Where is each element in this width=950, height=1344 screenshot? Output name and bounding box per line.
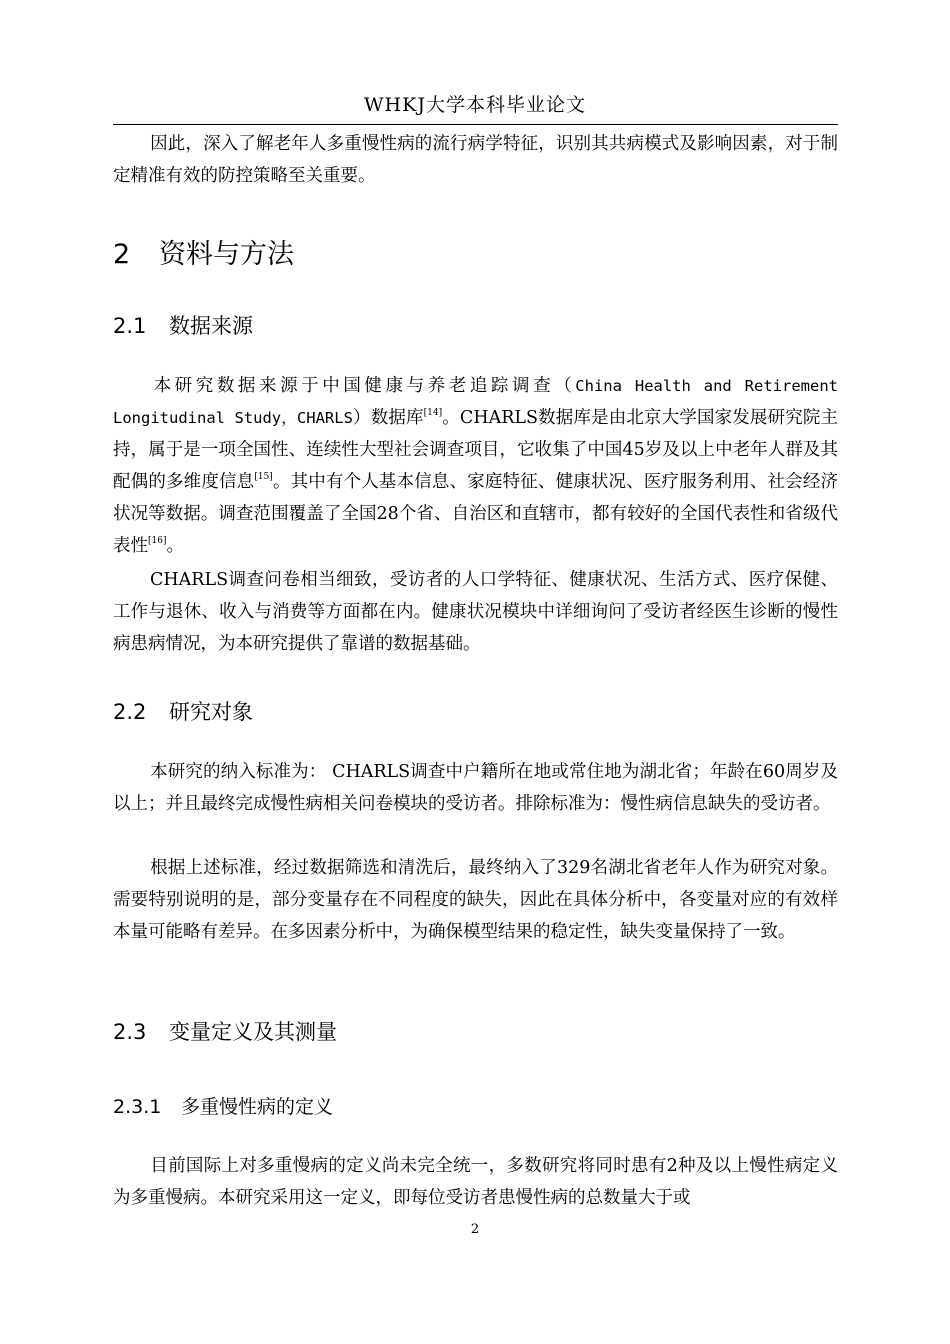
citation-ref: [14] — [423, 408, 443, 418]
subsection-title: 数据来源 — [169, 314, 253, 338]
subsubsection-heading-2-3-1 — [113, 1092, 333, 1119]
text-run: CHARLS调查问卷相当细致，受访者的人口学特征、健康状况、生活方式、医疗保健、工作与退休、收入与消费等方面都在内。健康状况模块中详细询问了受访者经医生诊断的慢性病患病情况，为本研究提供了靠谱的数据基础。 — [113, 570, 838, 654]
subsection-title: 变量定义及其测量 — [169, 1020, 337, 1044]
subsection-number: 2.2 — [113, 700, 147, 724]
data-source-paragraph-2 — [113, 564, 838, 660]
section-number: 2 — [113, 239, 131, 270]
text-run: 。CHARLS数据库是由北京大学国家发展研究院主持，属于是一项全国性、连续性大型社会调查项目，它收集了中国45岁及以上中老年人群及其配偶的多维度信息 — [113, 408, 839, 492]
citation-ref: [15] — [254, 472, 273, 482]
text-run-mono: China Health and Retirement Longitudinal Study，CHARLS — [113, 377, 838, 427]
text-run: 。 — [166, 536, 184, 556]
section-heading — [113, 232, 294, 271]
subsection-heading-2-3 — [113, 1016, 337, 1046]
text-run: 。其中有个人基本信息、家庭特征、健康状况、医疗服务利用、社会经济状况等数据。调查范围覆盖了全国28个省、自治区和直辖市，都有较好的全国代表性和省级代表性 — [113, 472, 839, 556]
text-run: 本研究数据来源于中国健康与养老追踪调查（ — [150, 376, 576, 396]
text-run: 根据上述标准，经过数据筛选和清洗后，最终纳入了329名湖北省老年人作为研究对象。需要特别说明的是，部分变量存在不同程度的缺失，因此在具体分析中，各变量对应的有效样本量可能略有差异。在多因素分析中，为确保模型结果的稳定性，缺失变量保持了一致。 — [113, 858, 838, 942]
section-title: 资料与方法 — [159, 239, 294, 270]
subsection-heading-2-2 — [113, 696, 253, 726]
subsection-title: 研究对象 — [169, 700, 253, 724]
intro-text: 因此，深入了解老年人多重慢性病的流行病学特征，识别其共病模式及影响因素，对于制定精准有效的防控策略至关重要。 — [113, 134, 838, 186]
subsubsection-number: 2.3.1 — [113, 1096, 162, 1118]
text-run: 本研究的纳入标准为： CHARLS调查中户籍所在地或常住地为湖北省；年龄在60周岁及以上；并且最终完成慢性病相关问卷模块的受访者。排除标准为：慢性病信息缺失的受访者。 — [113, 762, 838, 814]
subsubsection-title: 多重慢性病的定义 — [181, 1096, 334, 1118]
text-run: ）数据库 — [352, 408, 424, 428]
subsection-number: 2.3 — [113, 1020, 147, 1044]
text-run: 目前国际上对多重慢病的定义尚未完全统一，多数研究将同时患有2种及以上慢性病定义为多重慢病。本研究采用这一定义，即每位受访者患慢性病的总数量大于或 — [113, 1156, 838, 1208]
running-header: WHKJ大学本科毕业论文 — [364, 94, 586, 116]
subsection-number: 2.1 — [113, 314, 147, 338]
header-rule — [113, 124, 838, 125]
intro-paragraph — [113, 128, 838, 192]
study-subjects-paragraph-1 — [113, 756, 838, 820]
data-source-paragraph-1 — [113, 370, 838, 562]
citation-ref: [16] — [148, 536, 167, 546]
page-number: 2 — [470, 1222, 480, 1237]
study-subjects-paragraph-2 — [113, 852, 838, 948]
definition-paragraph — [113, 1150, 838, 1214]
subsection-heading-2-1 — [113, 310, 253, 340]
